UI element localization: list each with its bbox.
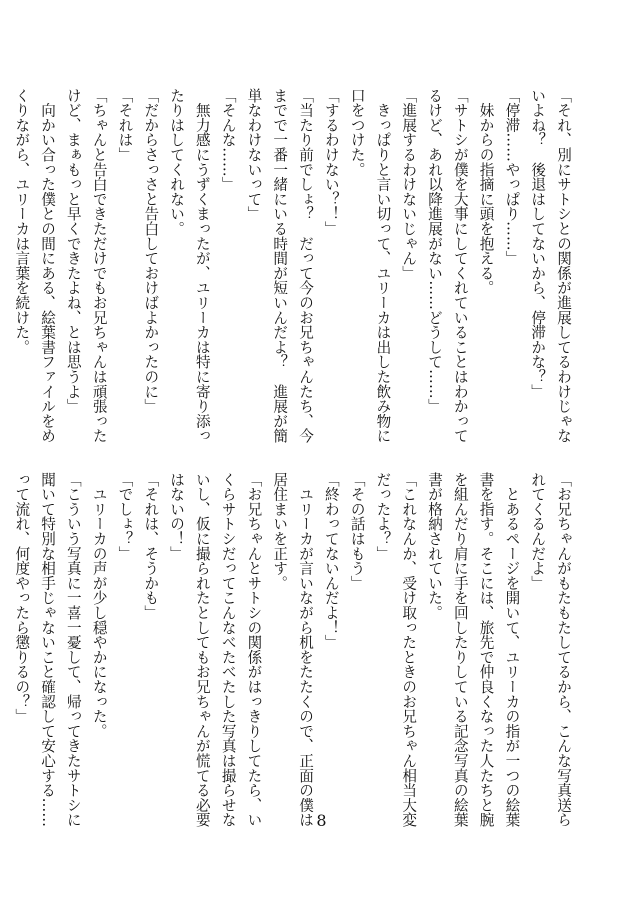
text-line: 口をつけた。 bbox=[348, 88, 366, 177]
text-line: 「そんな……」 bbox=[219, 88, 237, 192]
text-line: を組んだり肩に手を回したりしている記念写真の絵葉 bbox=[451, 472, 469, 828]
text-line: 居住まいを正す。 bbox=[271, 472, 289, 591]
text-line: 「するわけない？！」 bbox=[322, 88, 340, 236]
text-line: れてくるんだよ」 bbox=[529, 472, 547, 591]
page-number: 8 bbox=[316, 811, 327, 830]
text-line: 妹からの指摘に頭を抱える。 bbox=[477, 88, 495, 296]
text-line: 「当たり前でしょ？ だって今のお兄ちゃんたち、今 bbox=[297, 88, 315, 444]
text-line: 単なわけないって」 bbox=[245, 88, 263, 222]
text-line: くらサトシだってこんなべたべたした写真は撮らせな bbox=[219, 472, 237, 828]
text-line: けど、まぁもっと早くできたよね、とは思うよ」 bbox=[64, 88, 82, 414]
text-line: 「ちゃんと告白できただけでもお兄ちゃんは頑張った bbox=[90, 88, 108, 444]
text-line: 「こういう写真に一喜一憂して、帰ってきたサトシに bbox=[64, 472, 82, 828]
text-line: 「サトシが僕を大事にしてくれていることはわかって bbox=[451, 88, 469, 444]
text-line: 「だからさっさと告白しておけばよかったのに」 bbox=[142, 88, 160, 414]
text-line: ユリーカが言いながら机をたたくので、正面の僕は bbox=[297, 472, 315, 828]
text-line: 「これなんか、受け取ったときのお兄ちゃん相当大変 bbox=[400, 472, 418, 828]
text-line: 「停滞……やっぱり……」 bbox=[503, 88, 521, 266]
text-line: ユリーカの声が少し穏やかになった。 bbox=[90, 472, 108, 739]
text-line: 向かい合った僕との間にある、絵葉書ファイルをめ bbox=[39, 88, 57, 444]
text-line: 書が格納されていた。 bbox=[426, 472, 444, 620]
text-line: たりはしてくれない。 bbox=[168, 88, 186, 236]
text-line: とあるページを開いて、ユリーカの指が一つの絵葉 bbox=[503, 472, 521, 828]
text-line: 「終わってないんだよ！」 bbox=[322, 472, 340, 650]
text-line: はないの！」 bbox=[168, 472, 186, 561]
text-line: 「その話はもう」 bbox=[348, 472, 366, 591]
text-line: までで一番一緒にいる時間が短いんだよ？ 進展が簡 bbox=[271, 88, 289, 444]
text-line: って流れ、何度やったら懲りるの？」 bbox=[13, 472, 31, 724]
text-line: 書を指す。そこには、旅先で仲良くなった人たちと腕 bbox=[477, 472, 495, 828]
text-line: だったよ？」 bbox=[374, 472, 392, 561]
text-block-upper bbox=[13, 88, 576, 480]
text-line: 「それは、そうかも」 bbox=[142, 472, 160, 620]
text-line: るけど、あれ以降進展がない……どうして……」 bbox=[426, 88, 444, 414]
text-line: 「進展するわけないじゃん」 bbox=[400, 88, 418, 281]
text-line: 「それは」 bbox=[116, 88, 134, 162]
text-line: いよね？ 後退はしてないから、停滞かな？」 bbox=[529, 88, 547, 399]
text-block-lower bbox=[13, 472, 576, 828]
text-line: 無力感にうずくまったが、ユリーカは特に寄り添っ bbox=[193, 88, 211, 444]
text-line: 「それ、別にサトシとの関係が進展してるわけじゃな bbox=[555, 88, 572, 444]
text-line: 「でしょ？」 bbox=[116, 472, 134, 561]
text-line: いし、仮に撮られたとしてもお兄ちゃんが慌てる必要 bbox=[193, 472, 211, 828]
text-line: 「お兄ちゃんがもたもたしてるから、こんな写真送ら bbox=[555, 472, 572, 828]
text-line: 聞いて特別な相手じゃないこと確認して安心する…… bbox=[39, 472, 57, 828]
text-line: きっぱりと言い切って、ユリーカは出した飲み物に bbox=[374, 88, 392, 444]
text-line: くりながら、ユリーカは言葉を続けた。 bbox=[13, 88, 31, 355]
text-line: 「お兄ちゃんとサトシの関係がはっきりしてたら、い bbox=[245, 472, 263, 828]
